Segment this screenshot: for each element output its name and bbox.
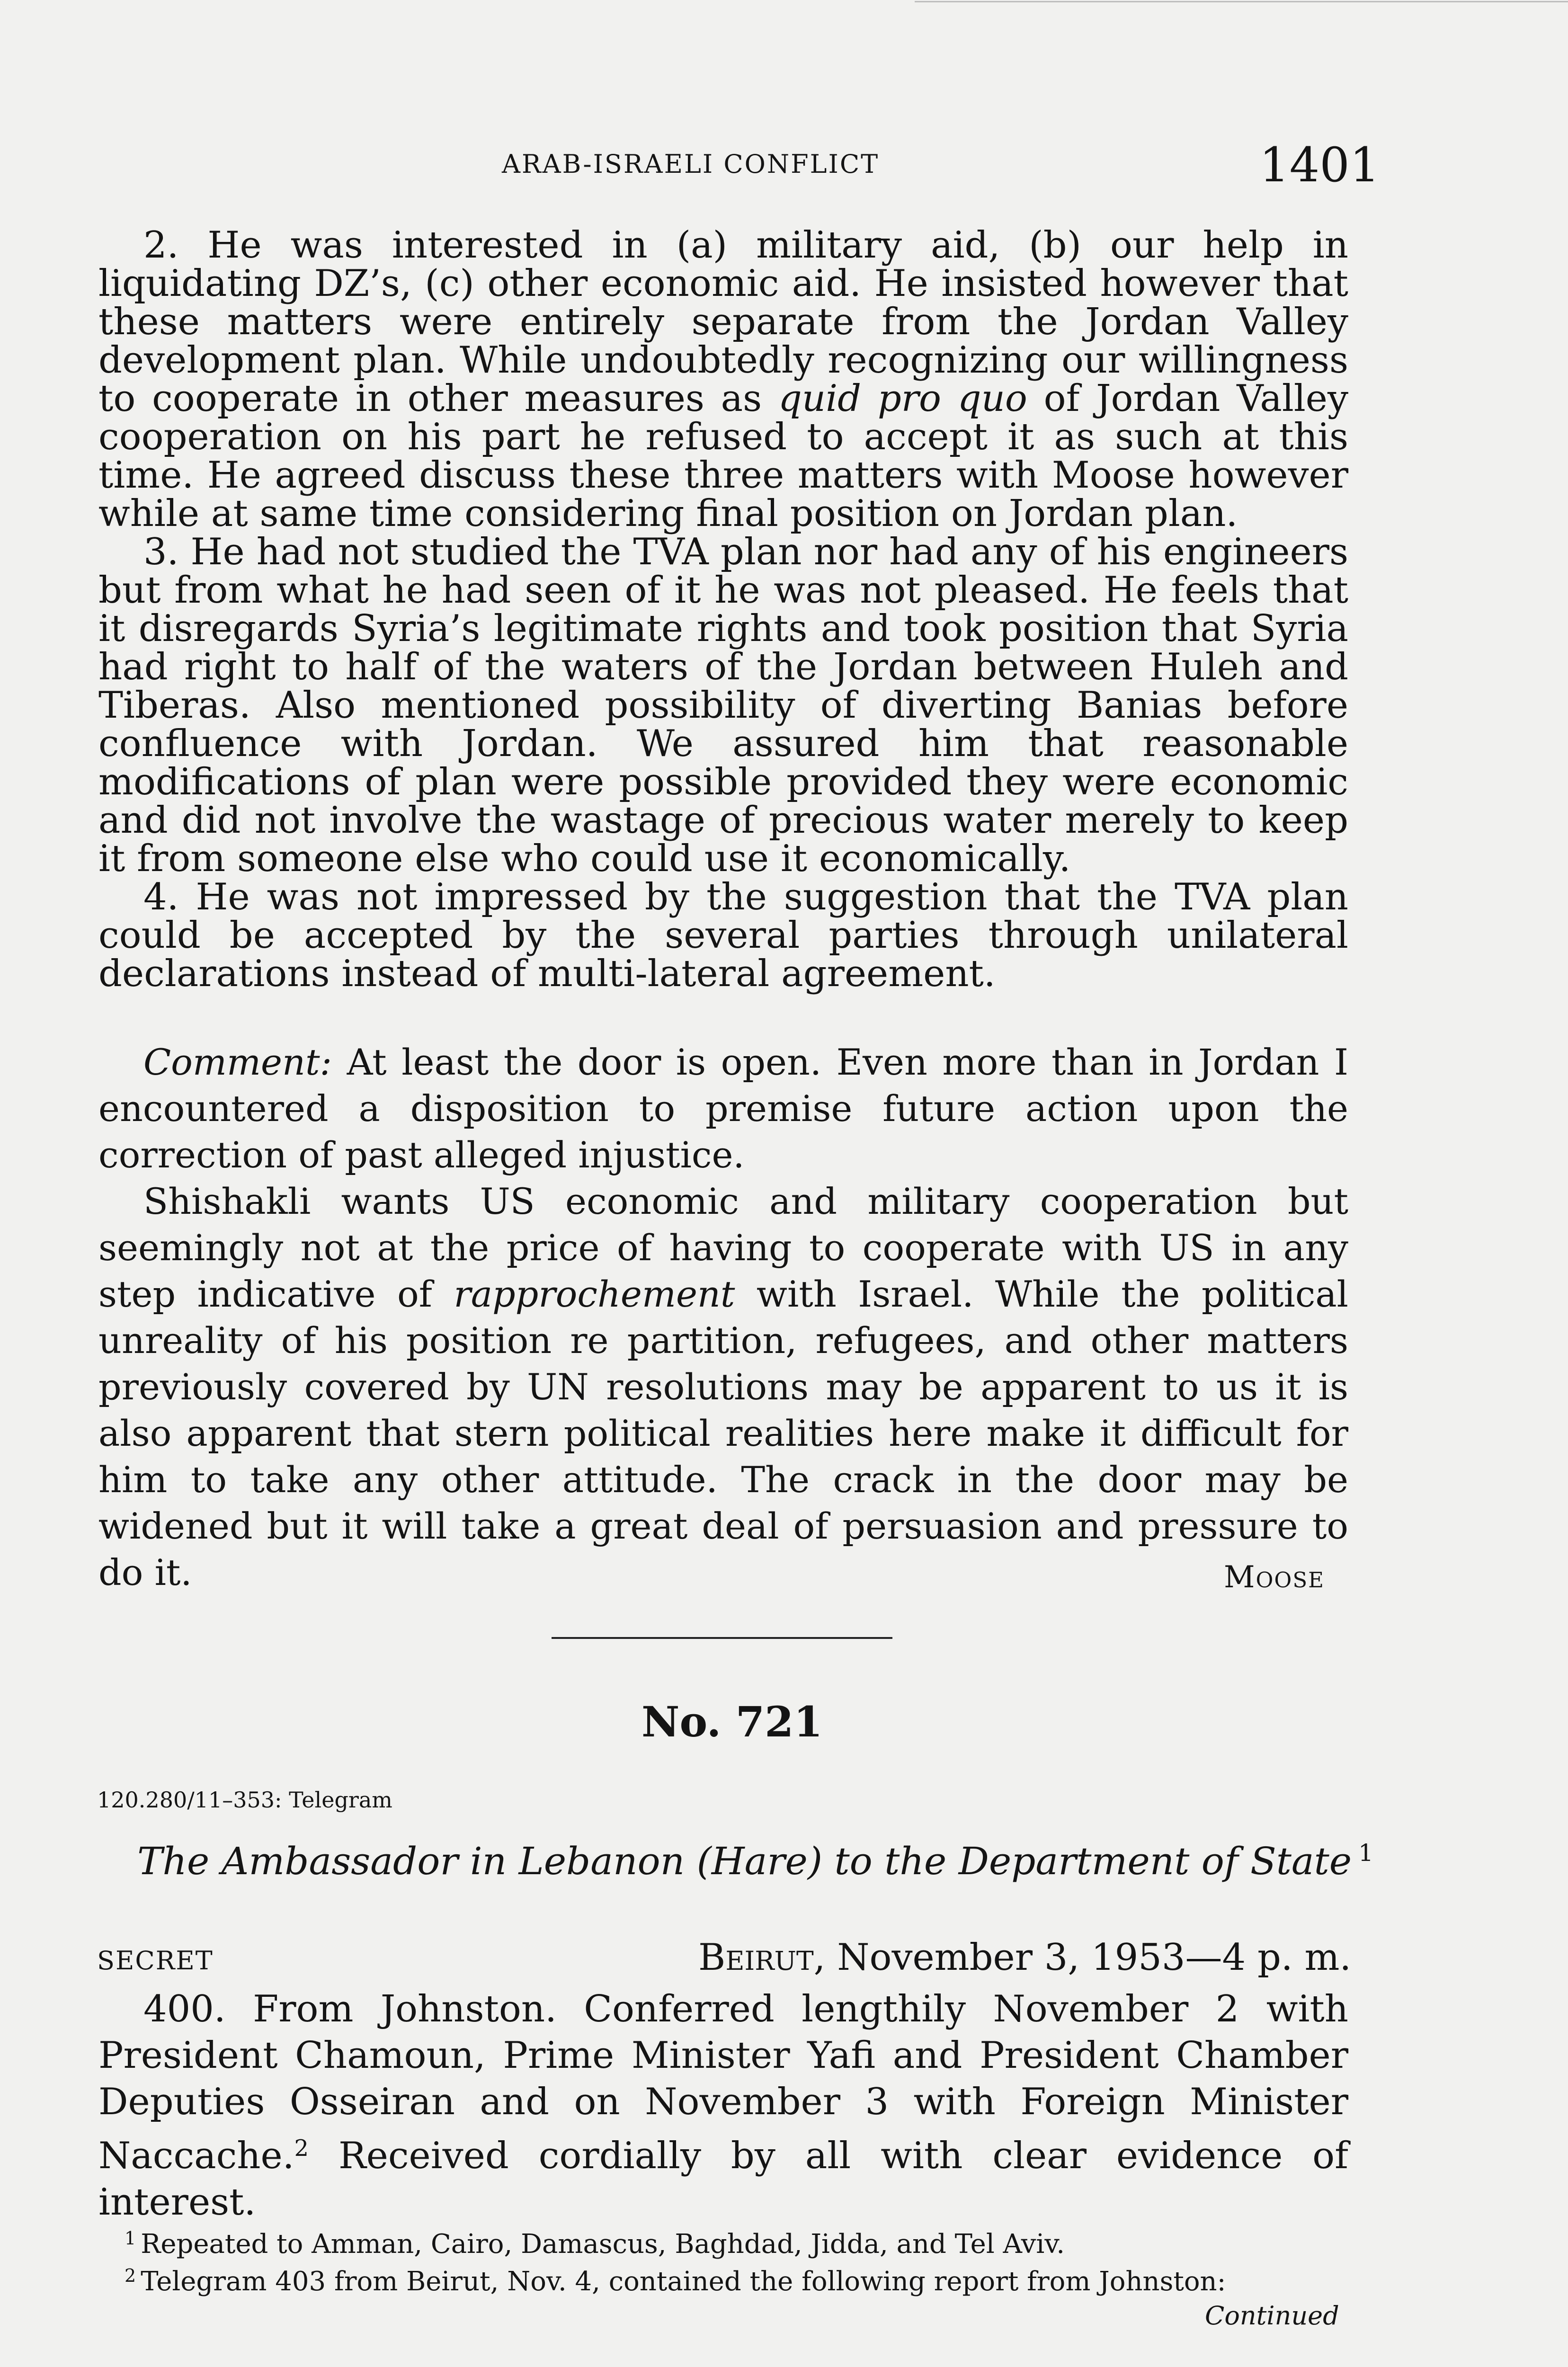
classification-label: SECRET (97, 1946, 214, 1975)
footnote-ref-1: 1 (1358, 1839, 1373, 1867)
comment-section (98, 1039, 1348, 1596)
paragraph-point-3: 3. He had not studied the TVA plan nor had any of his engineers but from what he had seen of it he was not pleased. He feels that it disregards Syria’s legitimate rights and took position that Syria had right to half of the waters of the Jordan between Huleh and Tiberas. Also mentioned possibility of diverting Banias before confluence with Jordan. We assured him that reasonable modifications of plan were possible provided they were economic and did not involve the wastage of precious water merely to keep it from someone else who could use it economically. (98, 531, 1348, 880)
file-reference: 120.280/11–353: Telegram (97, 1787, 392, 1813)
paragraph-point-2: 2. He was interested in (a) military aid, (b) our help in liquidating DZ’s, (c) other economic aid. He insisted however that these matters were entirely separate from the Jordan Valley development plan. While undoubtedly recognizing our willingness to cooperate in other measures as quid pro quo of Jordan Valley cooperation on his part he refused to accept it as such at this time. He agreed discuss these three matters with Moose however while at same time considering final position on Jordan plan. (98, 224, 1349, 535)
running-head: ARAB-ISRAELI CONFLICT (502, 149, 880, 179)
telegram-body (98, 1986, 1348, 2225)
comment-paragraph-2: Shishakli wants US economic and military cooperation but seemingly not at the price of having to cooperate with US in any step indicative of rapprochement with Israel. While the political unreality of his position re partition, refugees, and other matters previously covered by UN resolutions may be apparent to us it is also apparent that stern political realities here make it difficult for him to take any other attitude. The crack in the door may be widened but it will take a great deal of persuasion and pressure to do it. (98, 1180, 1348, 1593)
footnote-1: $^1$ Repeated to Amman, Cairo, Damascus, Baghdad, Jidda, and Tel Aviv. (125, 2228, 1065, 2260)
numbered-points (98, 226, 1348, 993)
comment-paragraph-1: Comment: At least the door is open. Even more than in Jordan I encountered a disposition to premise future action upon the correction of past alleged injustice. (98, 1041, 1348, 1176)
paragraph-point-4: 4. He was not impressed by the suggestion that the TVA plan could be accepted by the several parties through unilateral declarations instead of multi-lateral agreement. (98, 876, 1348, 995)
document-title: The Ambassador in Lebanon (Hare) to the Department of State $^1$ (137, 1839, 1373, 1883)
footnote-ref-2: 2 (294, 2135, 309, 2162)
comment-label: Comment: (143, 1041, 332, 1083)
signature: Moose (1224, 1560, 1325, 1595)
top-edge-rule (915, 1, 1568, 2)
page-number: 1401 (1259, 137, 1380, 193)
footnote-2: $^2$ Telegram 403 from Beirut, Nov. 4, contained the following report from Johnston: (125, 2265, 1226, 2297)
document-number: No. 721 (641, 1697, 823, 1746)
section-divider (552, 1637, 892, 1639)
telegram-paragraph: 400. From Johnston. Conferred lengthily November 2 with President Chamoun, Prime Minister Yafi and President Chamber Deputies Osseiran and on November 3 with Foreign Minister Naccache.$^2$ Received cordially by all with clear evidence of interest. (98, 1988, 1348, 2224)
dateline: Beirut, November 3, 1953—4 p. m. (698, 1936, 1352, 1979)
footnotes (98, 2223, 1348, 2297)
continued-label: Continued (1205, 2301, 1339, 2331)
